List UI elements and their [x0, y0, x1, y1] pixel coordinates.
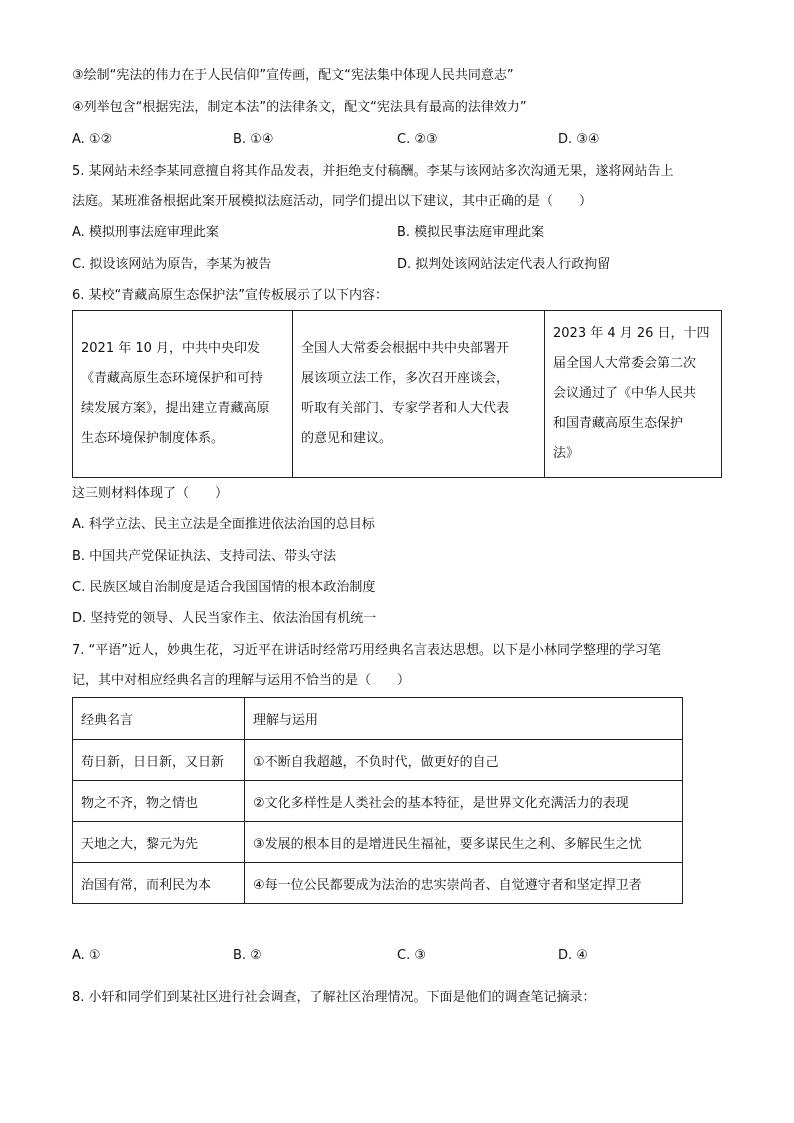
- q5-options-row1: [72, 223, 732, 243]
- table-row: [73, 863, 683, 904]
- q6-material-board: [72, 310, 722, 478]
- q6-material-1: 2021 年 10 月，中共中央印发 《青藏高原生态环境保护和可持 续发展方案》，提出建立青藏高原 生态环境保护制度体系。: [73, 311, 293, 478]
- q7-option-d[interactable]: D. ④: [558, 948, 588, 963]
- q5-option-b[interactable]: B. 模拟民事法庭审理此案: [397, 225, 545, 240]
- q6-material-2: 全国人大常委会根据中共中央部署开 展该项立法工作，多次召开座谈会， 听取有关部门、专家学者和人大代表 的意见和建议。: [293, 311, 545, 478]
- q6-stem: 6. 某校“青藏高原生态保护法”宣传板展示了以下内容：: [72, 288, 389, 303]
- q6-option-d[interactable]: D. 坚持党的领导、人民当家作主、依法治国有机统一: [72, 611, 377, 626]
- q4-option-d[interactable]: D. ③④: [558, 132, 600, 147]
- q7-stem-line1: 7. “平语”近人，妙典生花，习近平在讲话时经常巧用经典名言表达思想。以下是小林同学整理的学习笔: [72, 643, 662, 658]
- q5-option-a[interactable]: A. 模拟刑事法庭审理此案: [72, 225, 219, 240]
- q6-option-c[interactable]: C. 民族区域自治制度是适合我国国情的根本政治制度: [72, 580, 376, 595]
- table-cell-quote: 天地之大，黎元为先: [73, 822, 245, 863]
- q4-options: [72, 130, 732, 150]
- q6-material-3: 2023 年 4 月 26 日，十四 届全国人大常委会第二次 会议通过了《中华人民共 和国青藏高原生态保护 法》: [545, 311, 722, 478]
- q6-option-b[interactable]: B. 中国共产党保证执法、支持司法、带头守法: [72, 549, 337, 564]
- table-cell-quote: 物之不齐，物之情也: [73, 781, 245, 822]
- table-cell-quote: 治国有常，而利民为本: [73, 863, 245, 904]
- q8-stem: 8. 小轩和同学们到某社区进行社会调查，了解社区治理情况。下面是他们的调查笔记摘录：: [72, 990, 596, 1005]
- q7-option-a[interactable]: A. ①: [72, 948, 101, 963]
- q6-option-a[interactable]: A. 科学立法、民主立法是全面推进依法治国的总目标: [72, 517, 375, 532]
- table-row: [73, 822, 683, 863]
- q4-item-3: ③绘制“宪法的伟力在于人民信仰”宣传画，配文“宪法集中体现人民共同意志”: [72, 68, 514, 83]
- table-header-usage: 理解与运用: [245, 698, 683, 740]
- q7-quote-table: [72, 697, 683, 904]
- q5-stem-line1: 5. 某网站未经李某同意擅自将其作品发表，并拒绝支付稿酬。李某与该网站多次沟通无果，遂将网站告上: [72, 164, 674, 179]
- table-cell-usage: ④每一位公民都要成为法治的忠实崇尚者、自觉遵守者和坚定捍卫者: [245, 863, 683, 904]
- q7-option-c[interactable]: C. ③: [397, 948, 426, 963]
- q4-option-a[interactable]: A. ①②: [72, 132, 113, 147]
- table-cell-usage: ③发展的根本目的是增进民生福祉，要多谋民生之利、多解民生之忧: [245, 822, 683, 863]
- table-row: [73, 740, 683, 781]
- q4-option-b[interactable]: B. ①④: [233, 132, 274, 147]
- q5-option-c[interactable]: C. 拟设该网站为原告，李某为被告: [72, 257, 272, 272]
- q5-options-row2: [72, 255, 732, 275]
- table-cell-quote: 苟日新，日日新，又日新: [73, 740, 245, 781]
- q4-option-c[interactable]: C. ②③: [397, 132, 438, 147]
- table-header-row: [73, 698, 683, 740]
- q7-stem-line2: 记，其中对相应经典名言的理解与运用不恰当的是（ ）: [72, 673, 411, 688]
- q6-question: 这三则材料体现了（ ）: [72, 486, 229, 501]
- table-header-quote: 经典名言: [73, 698, 245, 740]
- q5-stem-line2: 法庭。某班准备根据此案开展模拟法庭活动，同学们提出以下建议，其中正确的是（ ）: [72, 194, 593, 209]
- q7-option-b[interactable]: B. ②: [233, 948, 262, 963]
- q5-option-d[interactable]: D. 拟判处该网站法定代表人行政拘留: [397, 257, 611, 272]
- table-row: [73, 781, 683, 822]
- q4-item-4: ④列举包含“根据宪法，制定本法”的法律条文，配文“宪法具有最高的法律效力”: [72, 100, 527, 115]
- q7-options: [72, 946, 732, 966]
- table-cell-usage: ①不断自我超越，不负时代，做更好的自己: [245, 740, 683, 781]
- table-cell-usage: ②文化多样性是人类社会的基本特征，是世界文化充满活力的表现: [245, 781, 683, 822]
